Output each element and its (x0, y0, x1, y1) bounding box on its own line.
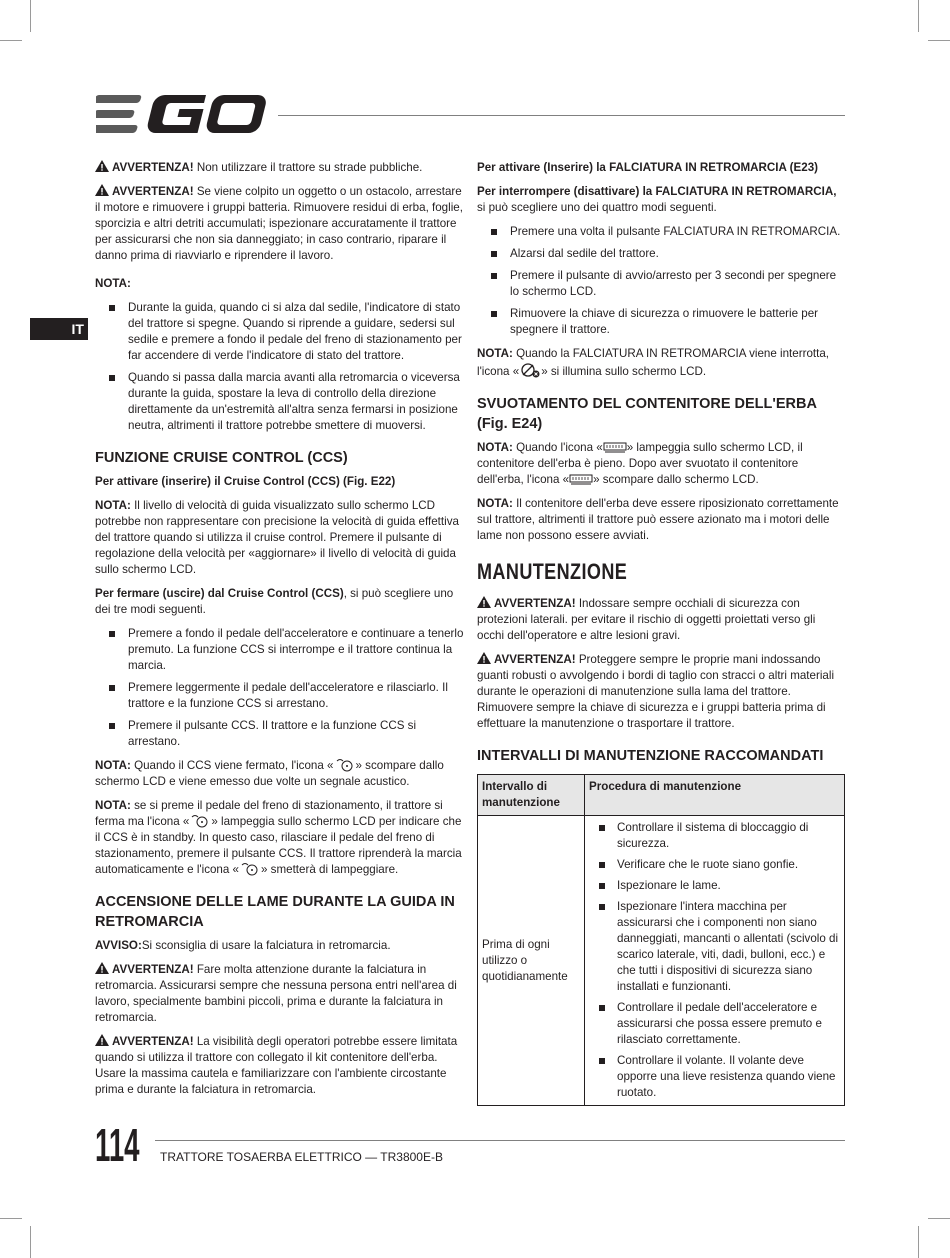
intervals-heading: INTERVALLI DI MANUTENZIONE RACCOMANDATI (477, 748, 824, 764)
crop-mark (918, 1226, 919, 1258)
ccs-note: NOTA: Il livello di velocità di guida visualizzato sullo schermo LCD potrebbe non rappresentare con precisione la velocità di guida effettiva del trattore quando si utilizza il cruise control. Premere il pulsante di regolazione della velocità per «aggiornare» il livello di velocità di guida sullo schermo LCD. (95, 499, 459, 576)
list-item: Controllare il sistema di bloccaggio di sicurezza. (589, 820, 840, 852)
maintenance-table (477, 774, 845, 1106)
warning-icon (95, 160, 109, 172)
crop-mark (928, 1218, 950, 1219)
grass-bag-heading: SVUOTAMENTO DEL CONTENITORE DELL'ERBA (Fig. E24) (477, 396, 817, 432)
crop-mark (30, 0, 31, 32)
ccs-activate: Per attivare (inserire) il Cruise Control (CCS) (Fig. E22) (95, 475, 396, 488)
grass-bag-note-position: NOTA: Il contenitore dell'erba deve essere riposizionato correttamente sul trattore, altrimenti il trattore può essere azionato ma i motori delle lame non possono essere avviati. (477, 497, 839, 542)
list-item: Ispezionare l'intera macchina per assicurarsi che i componenti non siano danneggiati, mancanti o allentati (scivolo di scarico laterale, viti, dadi, bulloni, ecc.) e che tutti i dispositivi di sicurezza siano installati e funzionanti. (589, 899, 840, 995)
ccs-heading: FUNZIONE CRUISE CONTROL (CCS) (95, 450, 348, 466)
list-item: Premere il pulsante CCS. Il trattore e la funzione CCS si arrestano. (95, 718, 465, 750)
ccs-note-stopped: NOTA: Quando il CCS viene fermato, l'icona « » scompare dallo schermo LCD e viene emesso due volte un segnale acustico. (95, 759, 444, 788)
crop-mark (918, 0, 919, 32)
list-item: Premere una volta il pulsante FALCIATURA IN RETROMARCIA. (477, 224, 845, 240)
header-rule (278, 115, 845, 116)
nota-heading: NOTA: (95, 277, 131, 290)
warning-icon (477, 652, 491, 664)
list-item: Verificare che le ruote siano gonfie. (589, 857, 840, 873)
interval-cell: Prima di ogni utilizzo o quotidianamente (478, 816, 585, 1106)
ego-logo (96, 95, 268, 133)
list-item: Premere leggermente il pedale dell'acceleratore e rilasciarlo. Il trattore e la funzione CCS si arrestano. (95, 680, 465, 712)
list-item: Durante la guida, quando ci si alza dal sedile, l'indicatore di stato del trattore si spegne. Quando si riprende a guidare, sedersi sul sedile e premere a fondo il pedale del freno di stazionamento per far accendere di verde l'indicatore di stato del trattore. (95, 300, 465, 364)
warning-visibility: AVVERTENZA! La visibilità degli operatori potrebbe essere limitata quando si utilizza il trattore con collegato il kit contenitore dell'erba. Usare la massima cautela e familiarizzare con l'ambiente circostante prima e durante la falciatura in retromarcia. (95, 1035, 458, 1096)
crop-mark (30, 1226, 31, 1258)
cruise-control-icon (334, 758, 356, 772)
warning-obstacle: AVVERTENZA! Se viene colpito un oggetto o un ostacolo, arrestare il motore e rimuovere i gruppi batteria. Rimuovere residui di erba, foglie, sporcizia e altri detriti accumulati; ispezionare accuratamente il trattore per assicurarsi che non sia danneggiato; in caso contrario, riparare il danno prima di riavviarlo e riprendere il lavoro. (95, 185, 463, 262)
crop-mark (0, 1218, 22, 1219)
footer-rule (155, 1140, 845, 1141)
column-header: Procedura di manutenzione (585, 775, 845, 816)
warning-icon (95, 962, 109, 974)
procedure-list (589, 820, 840, 1101)
list-item: Ispezionare le lame. (589, 878, 840, 894)
page-number: 114 (95, 1119, 140, 1171)
warning-public-roads: AVVERTENZA! Non utilizzare il trattore su strade pubbliche. (95, 160, 465, 176)
left-column (95, 160, 465, 1106)
ccs-stop: Per fermare (uscire) dal Cruise Control (CCS), si può scegliere uno dei tre modi seguenti. (95, 587, 454, 616)
warning-icon (95, 184, 109, 196)
reverse-mowing-icon (519, 362, 541, 378)
grass-bag-icon (603, 441, 627, 454)
reverse-note: NOTA: Quando la FALCIATURA IN RETROMARCIA viene interrotta, l'icona « » si illumina sullo schermo LCD. (477, 347, 830, 378)
right-column (477, 160, 845, 1106)
crop-mark (928, 40, 950, 41)
nota-list (95, 300, 465, 434)
grass-bag-icon (569, 473, 593, 486)
crop-mark (0, 40, 22, 41)
column-header: Intervallo di manutenzione (478, 775, 585, 816)
ccs-stop-list (95, 626, 465, 750)
reverse-stop-list (477, 224, 845, 338)
ccs-note-brake: NOTA: se si preme il pedale del freno di stazionamento, il trattore si ferma ma l'icona « » lampeggia sullo schermo LCD per indicare che il CCS è in standby. In questo caso, rilasciare il pedale del freno di stazionamento, premere il pulsante CCS. Il trattore riprenderà la marcia automaticamente e l'icona « » smetterà di lampeggiare. (95, 799, 462, 876)
table-row (478, 816, 845, 1106)
table-header-row (478, 775, 845, 816)
reverse-mowing-heading: ACCENSIONE DELLE LAME DURANTE LA GUIDA IN RETROMARCIA (95, 894, 455, 930)
procedure-cell (585, 816, 845, 1106)
warning-icon (95, 1034, 109, 1046)
grass-bag-note-full: NOTA: Quando l'icona « » lampeggia sullo schermo LCD, il contenitore dell'erba è pieno. Dopo aver svuotato il contenitore dell'erba, l'icona « » scompare dallo schermo LCD. (477, 441, 803, 486)
cruise-control-icon (189, 814, 211, 828)
maintenance-heading: MANUTENZIONE (477, 559, 628, 584)
list-item: Controllare il volante. Il volante deve opporre una lieve resistenza quando viene ruotato. (589, 1053, 840, 1101)
list-item: Rimuovere la chiave di sicurezza o rimuovere le batterie per spegnere il trattore. (477, 306, 845, 338)
warning-eye-protection: AVVERTENZA! Indossare sempre occhiali di sicurezza con protezioni laterali. per evitare il rischio di oggetti proiettati verso gli occhi dell'operatore e altre lesioni gravi. (477, 597, 816, 642)
language-tab: IT (30, 318, 88, 340)
list-item: Premere a fondo il pedale dell'acceleratore e continuare a tenerlo premuto. La funzione CCS si interrompe e il trattore continua la marcia. (95, 626, 465, 674)
list-item: Premere il pulsante di avvio/arresto per 3 secondi per spegnere lo schermo LCD. (477, 268, 845, 300)
reverse-stop: Per interrompere (disattivare) la FALCIATURA IN RETROMARCIA, si può scegliere uno dei quattro modi seguenti. (477, 185, 837, 214)
footer-title: TRATTORE TOSAERBA ELETTRICO — TR3800E-B (160, 1150, 443, 1164)
list-item: Alzarsi dal sedile del trattore. (477, 246, 845, 262)
reverse-activate: Per attivare (Inserire) la FALCIATURA IN RETROMARCIA (E23) (477, 161, 819, 174)
reverse-avviso: AVVISO:Si sconsiglia di usare la falciatura in retromarcia. (95, 939, 391, 952)
warning-icon (477, 596, 491, 608)
warning-reverse-care: AVVERTENZA! Fare molta attenzione durante la falciatura in retromarcia. Assicurarsi sempre che nessuna persona entri nell'area di lavoro, specialmente bambini piccoli, prima e durante la falciatura in retromarcia. (95, 963, 457, 1024)
warning-hand-protection: AVVERTENZA! Proteggere sempre le proprie mani indossando guanti robusti o avvolgendo i bordi di taglio con stracci o altri materiali durante le operazioni di manutenzione sulla lama del trattore. Rimuovere sempre la chiave di sicurezza e i gruppi batteria prima di effettuare la manutenzione o trasportare il trattore. (477, 653, 835, 730)
list-item: Quando si passa dalla marcia avanti alla retromarcia o viceversa durante la guida, spostare la leva di controllo della direzione direttamente da un'estremità all'altra senza fermarsi in posizione neutra, altrimenti il trattore potrebbe smettere di muoversi. (95, 370, 465, 434)
list-item: Controllare il pedale dell'acceleratore e assicurarsi che possa essere premuto e rilasciato correttamente. (589, 1000, 840, 1048)
cruise-control-icon (239, 862, 261, 876)
